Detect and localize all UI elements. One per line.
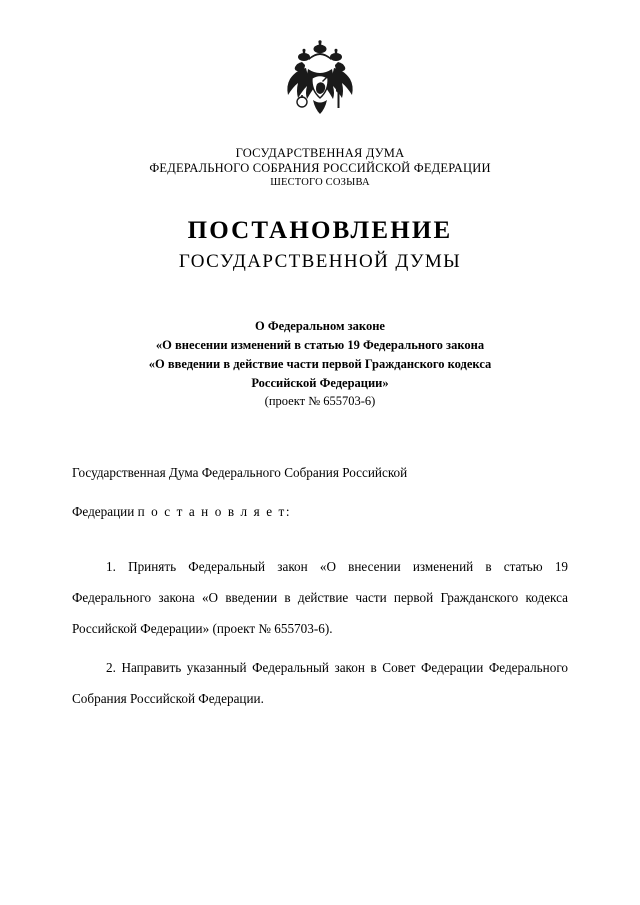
subject-line-2: «О внесении изменений в статью 19 Федерального закона (155, 338, 485, 353)
subject-line-1: О Федеральном законе (255, 319, 385, 334)
subject-project-number: (проект № 655703-6) (264, 394, 376, 409)
intro-paragraph-line-1: Государственная Дума Федерального Собрания Российской (72, 465, 408, 481)
clause-item-2 (72, 652, 568, 714)
document-subject (0, 317, 640, 411)
document-body (72, 457, 568, 714)
subject-line-4: Российской Федерации» (251, 375, 389, 390)
organization-line-1: ГОСУДАРСТВЕННАЯ ДУМА (235, 146, 405, 160)
clause-1-number: 1. (106, 559, 116, 575)
organization-line-3: ШЕСТОГО СОЗЫВА (270, 176, 370, 188)
intro-paragraph-line-2 (72, 496, 568, 527)
intro-resolves-word: п о с т а н о в л я е т: (137, 504, 292, 520)
clause-1-text: Принять Федеральный закон «О внесении изменений в статью 19 Федерального закона «О введении в действие части первой Гражданского кодекса Российской Федерации» (проект № 655703-6). (72, 559, 569, 637)
document-title: ПОСТАНОВЛЕНИЕ (187, 217, 453, 245)
subject-line-3: «О введении в действие части первой Гражданского кодекса (148, 356, 492, 371)
organization-line-2: ФЕДЕРАЛЬНОГО СОБРАНИЯ РОССИЙСКОЙ ФЕДЕРАЦИИ (149, 161, 491, 176)
clause-2-text: Направить указанный Федеральный закон в Совет Федерации Федерального Собрания Российской Федерации. (72, 660, 569, 707)
emblem-container (0, 0, 640, 132)
intro-federation-word: Федерации (72, 504, 138, 520)
russian-coat-of-arms-icon (282, 40, 358, 132)
paragraph-spacer (72, 535, 568, 551)
clause-item-1 (72, 551, 568, 644)
document-subtitle: ГОСУДАРСТВЕННОЙ ДУМЫ (178, 251, 462, 273)
organization-heading (0, 146, 640, 189)
clause-2-number: 2. (106, 660, 116, 676)
